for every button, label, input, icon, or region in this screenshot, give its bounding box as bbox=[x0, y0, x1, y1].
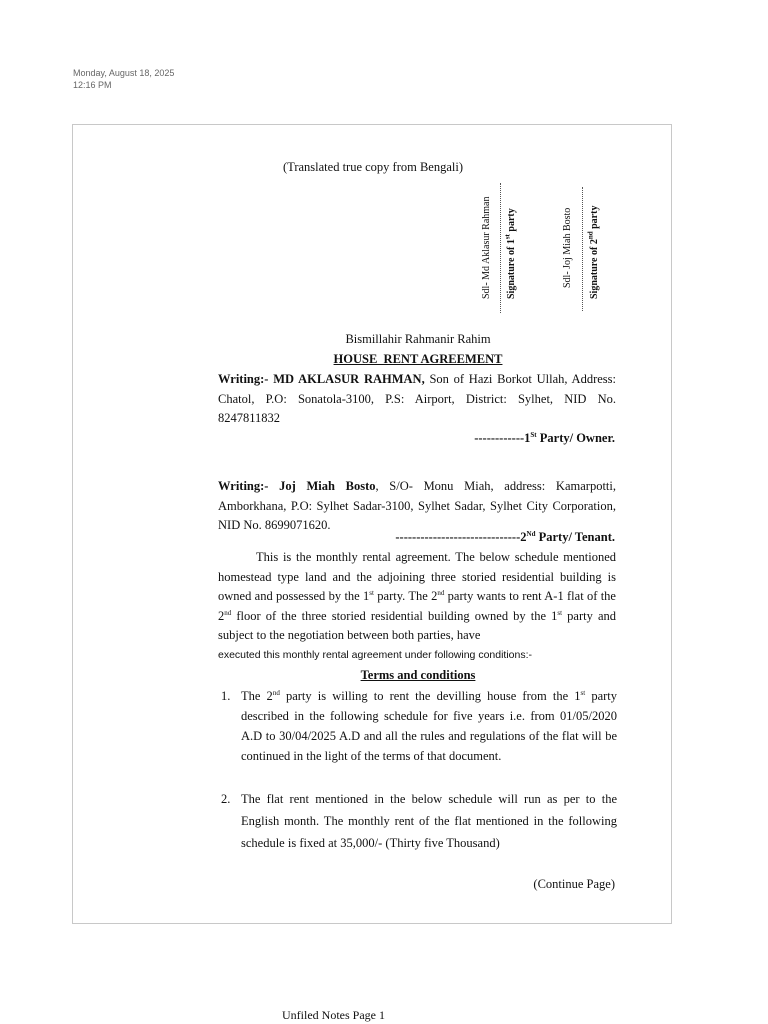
term-item-2: 2. The flat rent mentioned in the below schedule will run as per to the English month. The monthly rent of the flat mentioned in the following schedule is fixed at 35,000/- (Thirty five Thousand) bbox=[221, 792, 617, 850]
signature-divider-1 bbox=[500, 183, 501, 313]
term-item-1: 1. The 2nd party is willing to rent the devilling house from the 1st party described in the following schedule for five years i.e. from 01/05/2020 A.D to 30/04/2025 A.D and all the rules and regulations of the flat will be continued in the light of the terms of that document. bbox=[221, 688, 617, 763]
translated-note: (Translated true copy from Bengali) bbox=[282, 160, 464, 174]
party1-paragraph: Writing:- MD AKLASUR RAHMAN, Son of Hazi Borkot Ullah, Address: Chatol, P.O: Sonatola-3100, P.S: Airport, District: Sylhet, NID No. 8247811832 bbox=[218, 372, 616, 425]
signature-divider-2 bbox=[582, 187, 583, 311]
party2-paragraph: Writing:- Joj Miah Bosto, S/O- Monu Miah, address: Kamarpotti, Amborkhana, P.O: Sylhet Sadar-3100, Sylhet Sadar, Sylhet City Corporation, NID No. 8699071620. bbox=[218, 479, 616, 532]
note-date: Monday, August 18, 2025 bbox=[73, 68, 175, 78]
intro-paragraph: This is the monthly rental agreement. The below schedule mentioned homestead type land and the adjoining three storied residential building is owned and possessed by the 1st party. The 2nd party wants to rent A-1 flat of the 2nd floor of the three storied residential building owned by the 1st party and subject to the negotiation between both parties, have bbox=[218, 550, 617, 642]
note-time: 12:16 PM bbox=[73, 80, 112, 90]
terms-heading: Terms and conditions bbox=[360, 668, 476, 682]
continue-page: (Continue Page) bbox=[533, 877, 615, 891]
bismillah: Bismillahir Rahmanir Rahim bbox=[345, 332, 491, 346]
party1-label: ------------1St Party/ Owner. bbox=[474, 430, 615, 445]
party2-label: ------------------------------2Nd Party/ Tenant. bbox=[395, 529, 615, 544]
note-timestamp bbox=[73, 67, 174, 91]
agreement-title: HOUSE RENT AGREEMENT bbox=[333, 352, 503, 366]
document-page: (Translated true copy from Bengali) Sdl- Md Aklasur Rahman Signature of 1st party Sdl- Joj Miah Bosto Signature of 2nd party Bismillahir Rahmanir Rahim HOUSE RENT AGREEMENT Writing:- MD AKLASUR RAHMAN, Son of Hazi Borkot Ullah, Address: Chatol, P.O: Sonatola-3100, P.S: Airport, District: Sylhet, NID No. 8247811832 ------------1St Party/ Owner. Writing:- Joj Miah Bosto, S/O- Monu Miah, address: Kamarpotti, Amborkhana, P.O: Sylhet Sadar-3100, Sylhet Sadar, Sylhet City Corporation, NID No. 8699071620. ------------------------------2Nd Party/ Tenant. This is the monthly rental agreement. The below schedule mentioned homestead type land and the adjoining three storied residential building is owned and possessed by the 1st party. The 2nd party wants to rent A-1 flat of the 2nd floor of the three storied residential building owned by the 1st party and subject to the negotiation between both parties, have executed this monthly rental agreement under following conditions:- Terms and conditions 1. The 2nd party is willing to rent the devilling house from the 1st party described in the following schedule for five years i.e. from 01/05/2020 A.D to 30/04/2025 A.D and all the rules and regulations of the flat will be continued in the light of the terms of that document. 2. The flat rent mentioned in the below schedule will run as per to the English month. The monthly rent of the flat mentioned in the following schedule is fixed at 35,000/- (Thirty five Thousand) (Continue Page) bbox=[72, 124, 672, 924]
intro-last-line: executed this monthly rental agreement under following conditions:- bbox=[218, 649, 533, 661]
footer-page-label: Unfiled Notes Page 1 bbox=[282, 1008, 385, 1022]
